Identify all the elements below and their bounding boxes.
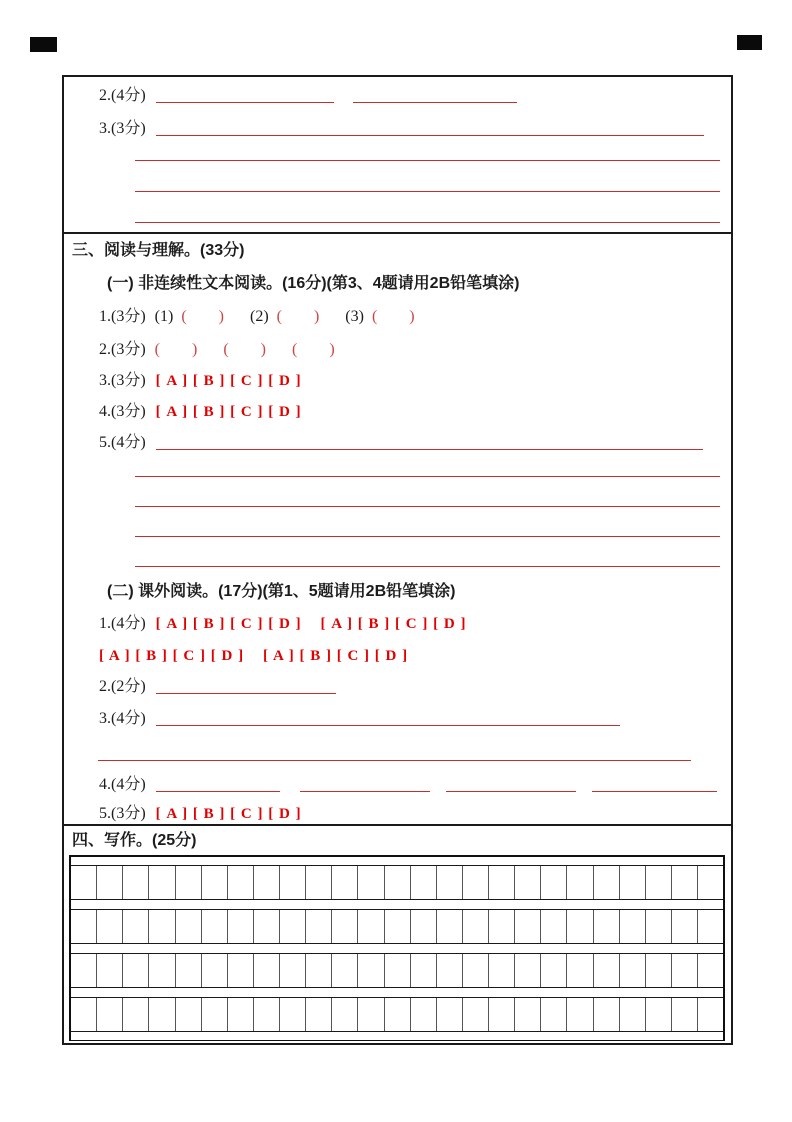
question-label: 3.(4分) — [99, 710, 146, 727]
grid-cell[interactable] — [489, 910, 515, 943]
question-row — [99, 307, 731, 327]
answer-blank[interactable] — [446, 779, 576, 792]
grid-cell[interactable] — [358, 954, 384, 987]
grid-cell[interactable] — [385, 910, 411, 943]
question-row — [99, 119, 731, 139]
grid-cell[interactable] — [228, 954, 254, 987]
grid-cell[interactable] — [149, 910, 175, 943]
grid-cell[interactable] — [515, 998, 541, 1031]
answer-sheet — [62, 75, 733, 1045]
grid-cell[interactable] — [149, 866, 175, 899]
answer-line[interactable] — [135, 536, 720, 537]
paren-answer-blank[interactable]: ( ) — [371, 308, 415, 325]
grid-cell[interactable] — [567, 866, 593, 899]
grid-cell[interactable] — [489, 998, 515, 1031]
paren-answer-blank[interactable]: ( ) — [223, 341, 266, 358]
section-title: 三、阅读与理解。(33分) — [72, 242, 245, 259]
question-label: 3.(3分) — [99, 120, 146, 137]
grid-cell[interactable] — [437, 998, 463, 1031]
section-writing — [64, 826, 731, 1041]
grid-cell[interactable] — [97, 998, 123, 1031]
grid-cell[interactable] — [515, 866, 541, 899]
grid-cell[interactable] — [149, 954, 175, 987]
grid-cell[interactable] — [332, 866, 358, 899]
question-row — [99, 371, 731, 391]
grid-cell[interactable] — [254, 910, 280, 943]
grid-cell[interactable] — [672, 910, 698, 943]
grid-cell[interactable] — [437, 954, 463, 987]
grid-cell[interactable] — [567, 954, 593, 987]
grid-cell[interactable] — [463, 866, 489, 899]
grid-cell[interactable] — [123, 954, 149, 987]
question-label: 2.(4分) — [99, 87, 146, 104]
grid-cell[interactable] — [97, 866, 123, 899]
grid-cell[interactable] — [541, 866, 567, 899]
grid-cell[interactable] — [71, 998, 97, 1031]
paren-answer-blank[interactable]: ( ) — [276, 308, 320, 325]
grid-cell[interactable] — [254, 866, 280, 899]
grid-cell[interactable] — [541, 998, 567, 1031]
grid-cell[interactable] — [463, 910, 489, 943]
bracket-answer-options[interactable]: [ A ] [ B ] [ C ] [ D ] — [155, 373, 302, 389]
grid-cell[interactable] — [123, 910, 149, 943]
grid-cell[interactable] — [358, 910, 384, 943]
answer-blank[interactable] — [156, 779, 280, 792]
question-label: 4.(3分) — [99, 403, 146, 420]
grid-cell[interactable] — [228, 910, 254, 943]
answer-blank[interactable] — [156, 713, 620, 726]
question-label: 4.(4分) — [99, 776, 146, 793]
grid-cell[interactable] — [698, 910, 723, 943]
grid-cell[interactable] — [176, 866, 202, 899]
grid-cell[interactable] — [202, 954, 228, 987]
question-row — [99, 775, 731, 795]
grid-cell[interactable] — [646, 998, 672, 1031]
grid-cell[interactable] — [594, 998, 620, 1031]
grid-cell[interactable] — [176, 954, 202, 987]
answer-line[interactable] — [135, 222, 720, 223]
section-reading — [64, 234, 731, 826]
grid-cell[interactable] — [620, 954, 646, 987]
paren-answer-blank[interactable]: ( ) — [154, 341, 198, 358]
grid-cell[interactable] — [515, 910, 541, 943]
grid-cell[interactable] — [463, 954, 489, 987]
question-row — [99, 402, 731, 422]
registration-mark-left — [30, 37, 57, 52]
grid-cell[interactable] — [541, 954, 567, 987]
grid-cell[interactable] — [202, 910, 228, 943]
grid-cell[interactable] — [358, 866, 384, 899]
grid-cell[interactable] — [280, 998, 306, 1031]
grid-cell[interactable] — [358, 998, 384, 1031]
grid-cell[interactable] — [176, 998, 202, 1031]
grid-cell[interactable] — [698, 866, 723, 899]
section-top-partial — [64, 77, 731, 234]
grid-cell[interactable] — [332, 910, 358, 943]
grid-cell[interactable] — [332, 998, 358, 1031]
grid-cell[interactable] — [71, 954, 97, 987]
answer-blank[interactable] — [156, 123, 704, 136]
registration-mark-right — [737, 35, 762, 50]
grid-cell[interactable] — [541, 910, 567, 943]
grid-cell[interactable] — [176, 910, 202, 943]
bracket-answer-options[interactable]: [ A ] [ B ] [ C ] [ D ] [ A ] [ B ] [ C ] [ D ] — [99, 648, 409, 664]
question-row — [99, 614, 731, 634]
grid-cell[interactable] — [411, 998, 437, 1031]
part2-heading: (二) 课外阅读。(17分)(第1、5题请用2B铅笔填涂) — [107, 583, 456, 600]
grid-cell[interactable] — [97, 954, 123, 987]
bracket-answer-options[interactable]: [ A ] [ B ] [ C ] [ D ] — [155, 806, 302, 822]
sub-label: (1) — [154, 308, 174, 325]
grid-cell[interactable] — [489, 866, 515, 899]
grid-cell[interactable] — [280, 866, 306, 899]
sub-label: (2) — [249, 308, 269, 325]
grid-cell[interactable] — [280, 954, 306, 987]
question-row — [99, 86, 731, 106]
writing-grid-row — [71, 997, 723, 1032]
grid-cell[interactable] — [71, 866, 97, 899]
grid-cell[interactable] — [489, 954, 515, 987]
grid-cell[interactable] — [228, 998, 254, 1031]
grid-cell[interactable] — [620, 910, 646, 943]
grid-cell[interactable] — [672, 866, 698, 899]
grid-cell[interactable] — [463, 998, 489, 1031]
grid-cell[interactable] — [97, 910, 123, 943]
sub-label: (3) — [345, 308, 364, 325]
question-label: 2.(3分) — [99, 341, 146, 358]
bracket-answer-options[interactable]: [ A ] [ B ] [ C ] [ D ] — [155, 404, 302, 420]
question-label: 5.(4分) — [99, 434, 146, 451]
grid-cell[interactable] — [123, 998, 149, 1031]
grid-cell[interactable] — [594, 954, 620, 987]
question-label: 2.(2分) — [99, 678, 146, 695]
grid-cell[interactable] — [698, 954, 723, 987]
grid-cell[interactable] — [594, 866, 620, 899]
grid-cell[interactable] — [620, 998, 646, 1031]
answer-blank[interactable] — [156, 681, 336, 694]
grid-cell[interactable] — [437, 910, 463, 943]
grid-cell[interactable] — [385, 998, 411, 1031]
bracket-answer-options[interactable]: [ A ] [ B ] [ C ] [ D ] [ A ] [ B ] [ C ] [ D ] — [155, 616, 467, 632]
question-row — [99, 709, 731, 729]
grid-cell[interactable] — [280, 910, 306, 943]
question-row — [99, 433, 731, 453]
question-label: 3.(3分) — [99, 372, 146, 389]
question-row — [99, 804, 731, 824]
writing-grid-row — [71, 909, 723, 944]
answer-blank[interactable] — [353, 90, 517, 103]
grid-cell[interactable] — [437, 866, 463, 899]
writing-grid — [69, 855, 725, 1041]
grid-cell[interactable] — [306, 998, 332, 1031]
section-title: 四、写作。(25分) — [72, 832, 197, 849]
answer-line[interactable] — [98, 760, 691, 761]
grid-cell[interactable] — [567, 998, 593, 1031]
grid-cell[interactable] — [332, 954, 358, 987]
grid-cell[interactable] — [202, 866, 228, 899]
grid-cell[interactable] — [411, 866, 437, 899]
answer-line[interactable] — [135, 506, 720, 507]
grid-cell[interactable] — [672, 954, 698, 987]
question-row — [99, 646, 731, 666]
answer-line[interactable] — [135, 160, 720, 161]
question-row — [99, 677, 731, 697]
grid-cell[interactable] — [646, 866, 672, 899]
grid-cell[interactable] — [306, 954, 332, 987]
answer-blank[interactable] — [592, 779, 717, 792]
question-label: 1.(4分) — [99, 615, 146, 632]
grid-cell[interactable] — [254, 954, 280, 987]
grid-cell[interactable] — [71, 910, 97, 943]
grid-cell[interactable] — [672, 998, 698, 1031]
grid-cell[interactable] — [385, 954, 411, 987]
grid-cell[interactable] — [411, 910, 437, 943]
paren-answer-blank[interactable]: ( ) — [291, 341, 335, 358]
answer-blank[interactable] — [300, 779, 430, 792]
answer-blank[interactable] — [156, 90, 334, 103]
grid-cell[interactable] — [698, 998, 723, 1031]
question-label: 1.(3分) — [99, 308, 146, 325]
grid-cell[interactable] — [306, 866, 332, 899]
grid-cell[interactable] — [202, 998, 228, 1031]
grid-cell[interactable] — [646, 910, 672, 943]
answer-line[interactable] — [135, 191, 720, 192]
answer-line[interactable] — [135, 476, 720, 477]
paren-answer-blank[interactable]: ( ) — [181, 308, 224, 325]
question-label: 5.(3分) — [99, 805, 146, 822]
grid-cell[interactable] — [620, 866, 646, 899]
part1-heading: (一) 非连续性文本阅读。(16分)(第3、4题请用2B铅笔填涂) — [107, 275, 520, 292]
grid-cell[interactable] — [515, 954, 541, 987]
grid-cell[interactable] — [567, 910, 593, 943]
grid-cell[interactable] — [306, 910, 332, 943]
grid-cell[interactable] — [123, 866, 149, 899]
grid-cell[interactable] — [646, 954, 672, 987]
grid-cell[interactable] — [228, 866, 254, 899]
answer-line[interactable] — [135, 566, 720, 567]
grid-cell[interactable] — [254, 998, 280, 1031]
grid-cell[interactable] — [385, 866, 411, 899]
writing-grid-row — [71, 865, 723, 900]
grid-cell[interactable] — [594, 910, 620, 943]
writing-grid-row — [71, 953, 723, 988]
grid-cell[interactable] — [149, 998, 175, 1031]
grid-cell[interactable] — [411, 954, 437, 987]
question-row — [99, 340, 731, 360]
answer-blank[interactable] — [156, 437, 703, 450]
